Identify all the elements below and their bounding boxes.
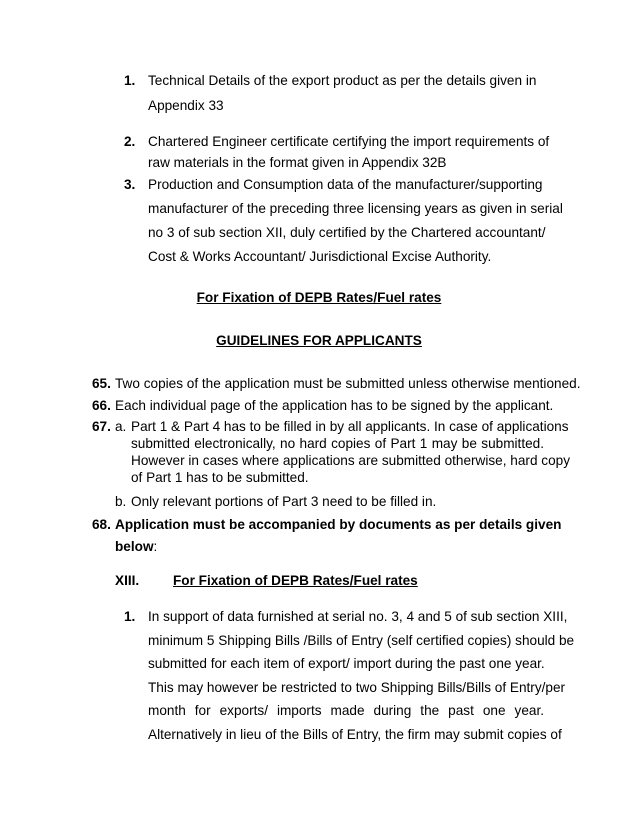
item-text-line: of Part 1 has to be submitted. [131,470,309,485]
item-text-bold: below [115,539,154,554]
item-text-line: Alternatively in lieu of the Bills of Entry, the firm may submit copies of [148,727,562,742]
list-number: 2. [124,134,136,149]
item-text: Only relevant portions of Part 3 need to be filled in. [131,494,437,509]
list-item-line: Chartered Engineer certificate certifying the import requirements of [148,134,550,149]
item-text: Each individual page of the application has to be signed by the applicant. [115,398,554,413]
item-number: 68. [92,517,111,532]
item-number: 65. [92,376,111,391]
list-item-line: no 3 of sub section XII, duly certified by the Chartered accountant/ [148,225,546,240]
list-item-line: manufacturer of the preceding three licensing years as given in serial [148,201,563,216]
item-text-rest: : [153,539,158,554]
item-text-line: submitted electronically, no hard copies of Part 1 may be submitted. [131,436,544,451]
item-text-line: However in cases where applications are submitted otherwise, hard copy [131,453,570,468]
section-number: XIII. [115,573,140,588]
item-number: 67. [92,419,111,434]
item-text-line: Part 1 & Part 4 has to be filled in by all applicants. In case of applications [131,419,569,434]
list-item-line: Appendix 33 [148,98,224,113]
item-text-line: submitted for each item of export/ import during the past one year. [148,656,545,671]
item-text-line [115,539,157,554]
item-text-line: minimum 5 Shipping Bills /Bills of Entry (self certified copies) should be [148,633,575,648]
item-text-line: month for exports/ imports made during the past one year. [148,703,544,718]
list-number: 1. [124,609,136,624]
item-text-line: In support of data furnished at serial no. 3, 4 and 5 of sub section XIII, [148,609,568,624]
sub-item-label: b. [115,494,127,509]
list-item-line: raw materials in the format given in Appendix 32B [148,155,447,170]
item-text-line: This may however be restricted to two Shipping Bills/Bills of Entry/per [148,680,566,695]
list-number: 1. [124,73,136,88]
item-number: 66. [92,398,111,413]
section-heading: For Fixation of DEPB Rates/Fuel rates [196,290,442,305]
guidelines-heading: GUIDELINES FOR APPLICANTS [216,333,422,348]
list-number: 3. [124,177,136,192]
list-item-line: Technical Details of the export product as per the details given in [148,73,537,88]
sub-item-label: a. [115,419,127,434]
item-text: Two copies of the application must be submitted unless otherwise mentioned. [115,376,581,391]
list-item-line: Cost & Works Accountant/ Jurisdictional Excise Authority. [148,249,492,264]
section-title: For Fixation of DEPB Rates/Fuel rates [173,573,418,588]
list-item-line: Production and Consumption data of the manufacturer/supporting [148,177,543,192]
item-text-line: Application must be accompanied by documents as per details given [115,517,562,532]
